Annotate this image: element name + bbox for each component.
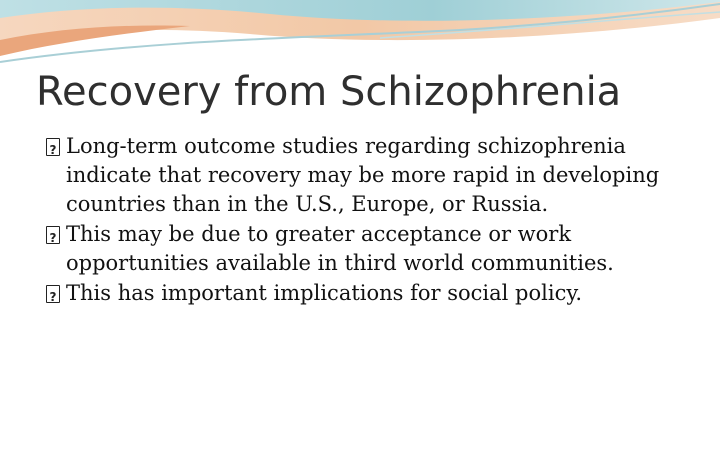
bullet-text: Long-term outcome studies regarding schizophrenia indicate that recovery may be more rapid in developing countries than in the U.S., Europe, or Russia. [66,134,660,216]
missing-glyph-bullet-icon [46,285,60,303]
bullet-item [46,132,686,219]
bullet-text: This has important implications for social policy. [66,281,583,305]
missing-glyph-bullet-icon [46,138,60,156]
bullet-text: This may be due to greater acceptance or work opportunities available in third world communities. [66,222,614,275]
bullet-item [46,220,686,278]
missing-glyph-bullet-icon [46,226,60,244]
bullet-list [46,132,686,309]
bullet-item [46,279,686,308]
slide-title: Recovery from Schizophrenia [36,69,622,115]
